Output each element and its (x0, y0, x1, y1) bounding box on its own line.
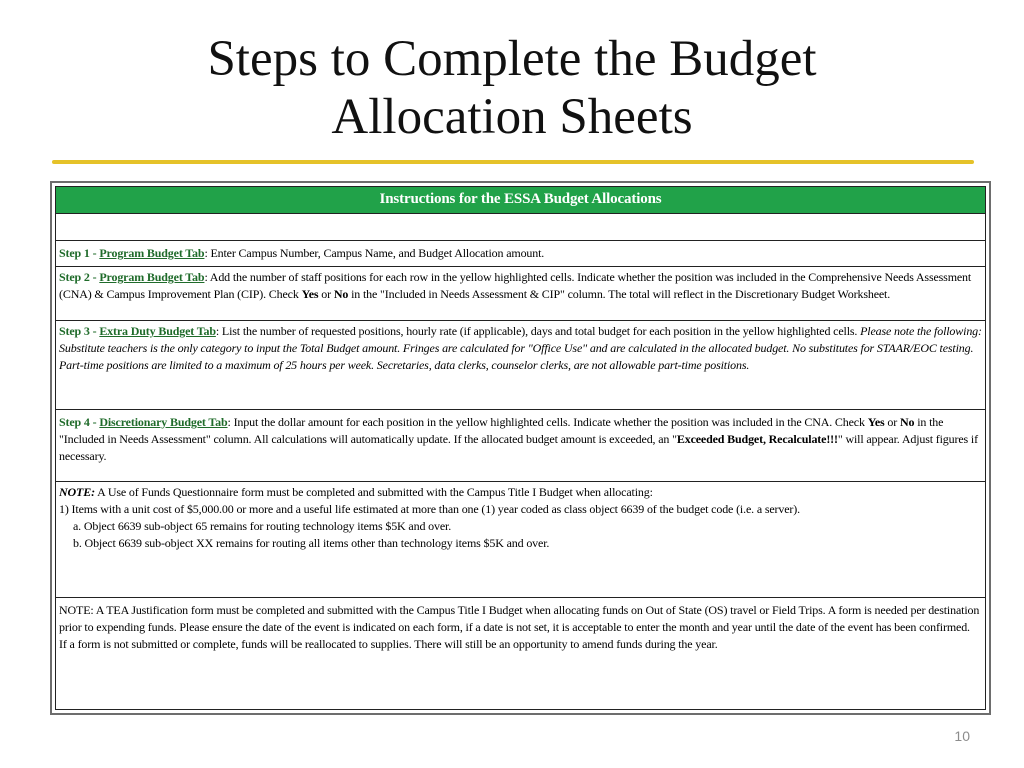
step-2-text-a: : Add the number of staff positions for each row in the yellow highlighted cells. Indicate whether the position was included in the Comprehensive Needs Assessment (CNA) & Campus Improvement Plan (CIP). Check (59, 270, 972, 301)
step-4-no: No (899, 415, 915, 429)
step-4-label: Step 4 - (59, 415, 100, 429)
note-1-intro (59, 484, 982, 501)
step-4-or: or (884, 415, 900, 429)
title-underline-rule (52, 160, 974, 164)
step-2-yes: Yes (301, 287, 319, 301)
step-2-label: Step 2 - (59, 270, 100, 284)
note-1-label: NOTE: (59, 485, 95, 499)
step-4-text-c: " will appear. Adjust figures if necessary. (59, 432, 978, 463)
instructions-header-text: Instructions for the ESSA Budget Allocations (379, 191, 662, 207)
note-1-item-b: b. Object 6639 sub-object XX remains for routing all items other than technology items $5K and over. (73, 536, 550, 550)
step-1-row (56, 241, 985, 267)
note-1-row (56, 482, 985, 598)
slide-title-line-2: Allocation Sheets (331, 89, 693, 145)
step-4-text-b: in the "Included in Needs Assessment" column. All calculations will automatically update. If the allocated budget amount is exceeded, an " (59, 415, 944, 446)
step-3-label: Step 3 - (59, 324, 100, 338)
step-2-text-b: in the "Included in Needs Assessment & CIP" column. The total will reflect in the Discretionary Budget Worksheet. (348, 287, 891, 301)
step-4-text-a: : Input the dollar amount for each position in the yellow highlighted cells. Indicate whether the position was included in the CNA. Check (227, 415, 868, 429)
note-1-item-a: a. Object 6639 sub-object 65 remains for routing technology items $5K and over. (73, 519, 452, 533)
step-3-row (56, 321, 985, 410)
step-4-yes: Yes (867, 415, 885, 429)
step-4-tab-name: Discretionary Budget Tab (99, 415, 228, 429)
step-3-text: : List the number of requested positions, hourly rate (if applicable), days and total budget for each position in the yellow highlighted cells. (215, 324, 861, 338)
step-2-row (56, 267, 985, 321)
note-1-item-1: 1) Items with a unit cost of $5,000.00 or more and a useful life estimated at more than one (1) year coded as class object 6639 of the budget code (i.e. a server). (59, 502, 800, 516)
step-1-tab-name: Program Budget Tab (99, 246, 205, 260)
instructions-table (55, 186, 986, 710)
step-4-row (56, 410, 985, 482)
step-2-or: or (318, 287, 334, 301)
step-4-exceeded-message: Exceeded Budget, Recalculate!!! (676, 432, 838, 446)
note-2-text-2: If a form is not submitted or complete, funds will be reallocated to supplies. There will still be an opportunity to amend funds during the year. (59, 637, 718, 651)
step-3-note: Please note the following: Substitute teachers is the only category to input the Total Budget amount. Fringes are calculated for "Office Use" and are calculated in the allocated budget. No substitutes for STAAR/EOC testing. Part-time positions are limited to a maximum of 25 hours per week. Secretaries, data clerks, counselor clerks, are not allowable part-time positions. (59, 324, 982, 372)
blank-row (56, 214, 985, 241)
page-number: 10 (954, 728, 970, 744)
step-1-label: Step 1 - (59, 246, 100, 260)
instructions-sheet (50, 181, 991, 715)
step-1-text: : Enter Campus Number, Campus Name, and Budget Allocation amount. (204, 246, 545, 260)
instructions-header (56, 187, 985, 214)
note-2-text: NOTE: A TEA Justification form must be completed and submitted with the Campus Title I Budget when allocating funds on Out of State (OS) travel or Field Trips. A form is needed per destination prior to expending funds. Please ensure the date of the event is indicated on each form, if a date is not set, it is acceptable to enter the month and year until the date of the event has been confirmed. (59, 603, 980, 634)
note-2-row (56, 598, 985, 709)
slide-title-line-1: Steps to Complete the Budget (207, 31, 817, 87)
note-1-text: A Use of Funds Questionnaire form must be completed and submitted with the Campus Title I Budget when allocating: (94, 485, 653, 499)
slide-title (0, 30, 1024, 146)
step-2-no: No (333, 287, 349, 301)
step-2-tab-name: Program Budget Tab (99, 270, 205, 284)
step-3-tab-name: Extra Duty Budget Tab (99, 324, 216, 338)
